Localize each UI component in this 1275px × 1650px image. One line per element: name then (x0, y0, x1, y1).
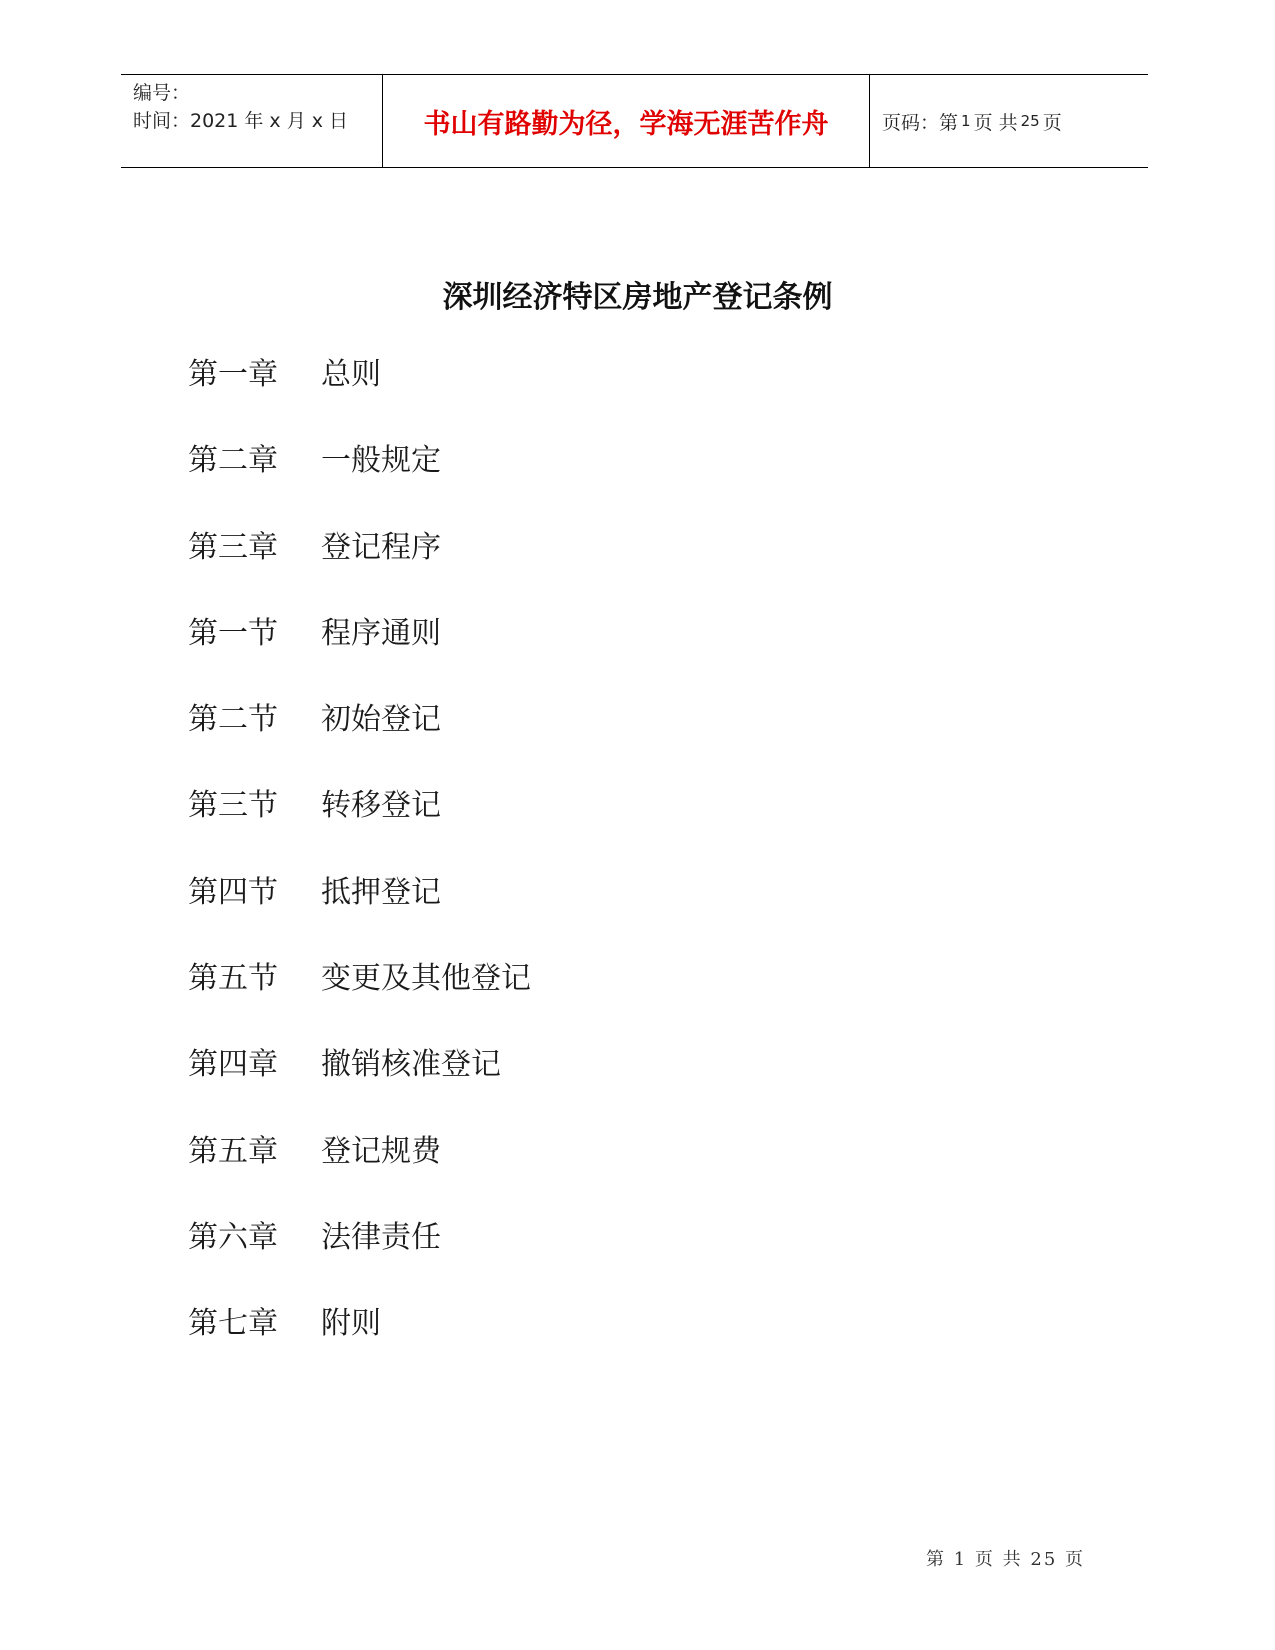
toc-item (188, 441, 531, 527)
toc-number: 第四章 (188, 1047, 278, 1083)
toc-item (188, 614, 531, 700)
toc-item (188, 355, 531, 441)
toc-number: 第二节 (188, 702, 278, 738)
page-suffix: 页 (1042, 111, 1062, 134)
document-title: 深圳经济特区房地产登记条例 (442, 280, 833, 315)
toc-title: 法律责任 (321, 1219, 441, 1255)
toc-title: 登记程序 (321, 529, 441, 565)
page-middle: 页 共 (973, 111, 1018, 134)
toc-item (188, 1045, 531, 1131)
toc-item (188, 1132, 531, 1218)
toc-item (188, 873, 531, 959)
toc-number: 第一章 (188, 357, 278, 392)
toc-title: 一般规定 (321, 443, 441, 479)
toc-title: 转移登记 (321, 788, 441, 824)
page-prefix: 页码：第 (882, 111, 959, 134)
page-footer: 第 1 页 共 25 页 (926, 1549, 1085, 1570)
toc-number: 第三章 (188, 529, 278, 565)
toc-number: 第五节 (188, 961, 278, 997)
toc-title: 初始登记 (321, 702, 441, 738)
date-label: 时间：2021 年 x 月 x 日 (133, 110, 349, 132)
toc-title: 附则 (321, 1306, 381, 1342)
header-meta (121, 75, 383, 167)
table-of-contents (188, 355, 531, 1391)
toc-number: 第四节 (188, 874, 278, 910)
toc-title: 抵押登记 (321, 874, 441, 910)
toc-item (188, 959, 531, 1045)
toc-item (188, 700, 531, 786)
page-total: 25 (1020, 112, 1040, 130)
toc-number: 第七章 (188, 1306, 278, 1342)
toc-item (188, 786, 531, 872)
toc-number: 第五章 (188, 1133, 278, 1169)
toc-item (188, 528, 531, 614)
toc-item (188, 1304, 531, 1390)
number-label: 编号： (133, 82, 191, 104)
toc-item (188, 1218, 531, 1304)
header-motto: 书山有路勤为径，学海无涯苦作舟 (383, 75, 870, 167)
toc-title: 程序通则 (321, 615, 441, 651)
toc-title: 总则 (321, 357, 381, 392)
toc-title: 撤销核准登记 (321, 1047, 501, 1083)
toc-title: 登记规费 (321, 1133, 441, 1169)
toc-number: 第六章 (188, 1219, 278, 1255)
page-current: 1 (961, 112, 971, 130)
page-header (121, 74, 1148, 168)
toc-number: 第一节 (188, 615, 278, 651)
toc-number: 第二章 (188, 443, 278, 479)
toc-title: 变更及其他登记 (321, 961, 531, 997)
header-page-info (870, 75, 1148, 167)
toc-number: 第三节 (188, 788, 278, 824)
